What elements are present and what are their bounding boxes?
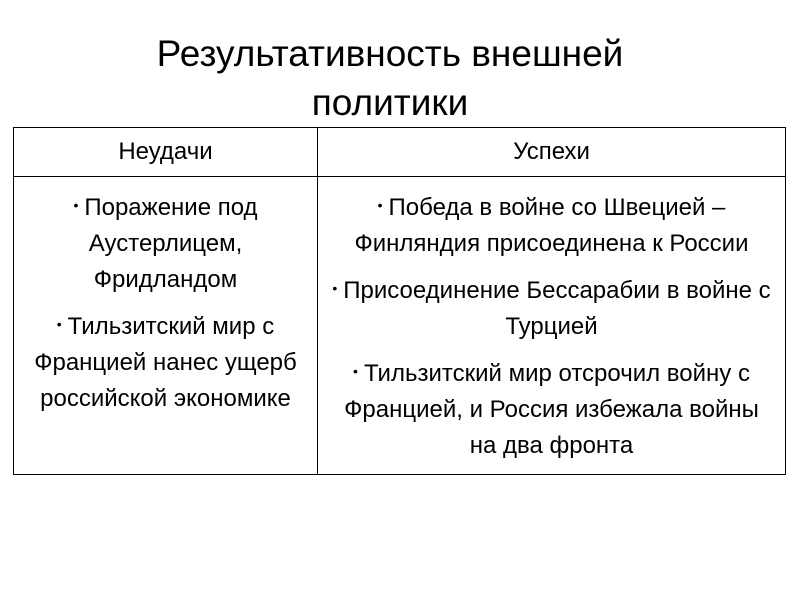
failure-item-text: Тильзитский мир с Францией нанес ущерб российской экономике [34, 313, 297, 412]
failure-item [24, 187, 307, 298]
column-header-failures: Неудачи [14, 128, 318, 177]
success-item [328, 187, 775, 262]
table-row [14, 177, 786, 475]
slide-title-line-2: политики [311, 81, 469, 123]
column-header-successes: Успехи [318, 128, 786, 177]
success-item-text: Победа в войне со Швецией – Финляндия присоединена к России [354, 194, 749, 257]
failure-item [24, 306, 307, 417]
failures-cell [14, 177, 318, 475]
failure-item-text: Поражение под Аустерлицем, Фридландом [84, 194, 258, 293]
success-item-text: Тильзитский мир отсрочил войну с Францией, и Россия избежала войны на два фронта [344, 360, 759, 459]
bullet-icon: • [73, 197, 79, 213]
table-header-row [14, 128, 786, 177]
success-item [328, 353, 775, 464]
slide-title-line-1: Результативность внешней [156, 32, 624, 74]
bullet-icon: • [56, 316, 62, 332]
slide-title [0, 29, 780, 127]
bullet-icon: • [353, 363, 358, 379]
success-item-text: Присоединение Бессарабии в войне с Турцией [343, 277, 771, 340]
success-item [328, 270, 775, 345]
bullet-icon: • [377, 197, 383, 213]
bullet-icon: • [332, 280, 338, 296]
comparison-table [13, 127, 786, 475]
successes-cell [318, 177, 786, 475]
